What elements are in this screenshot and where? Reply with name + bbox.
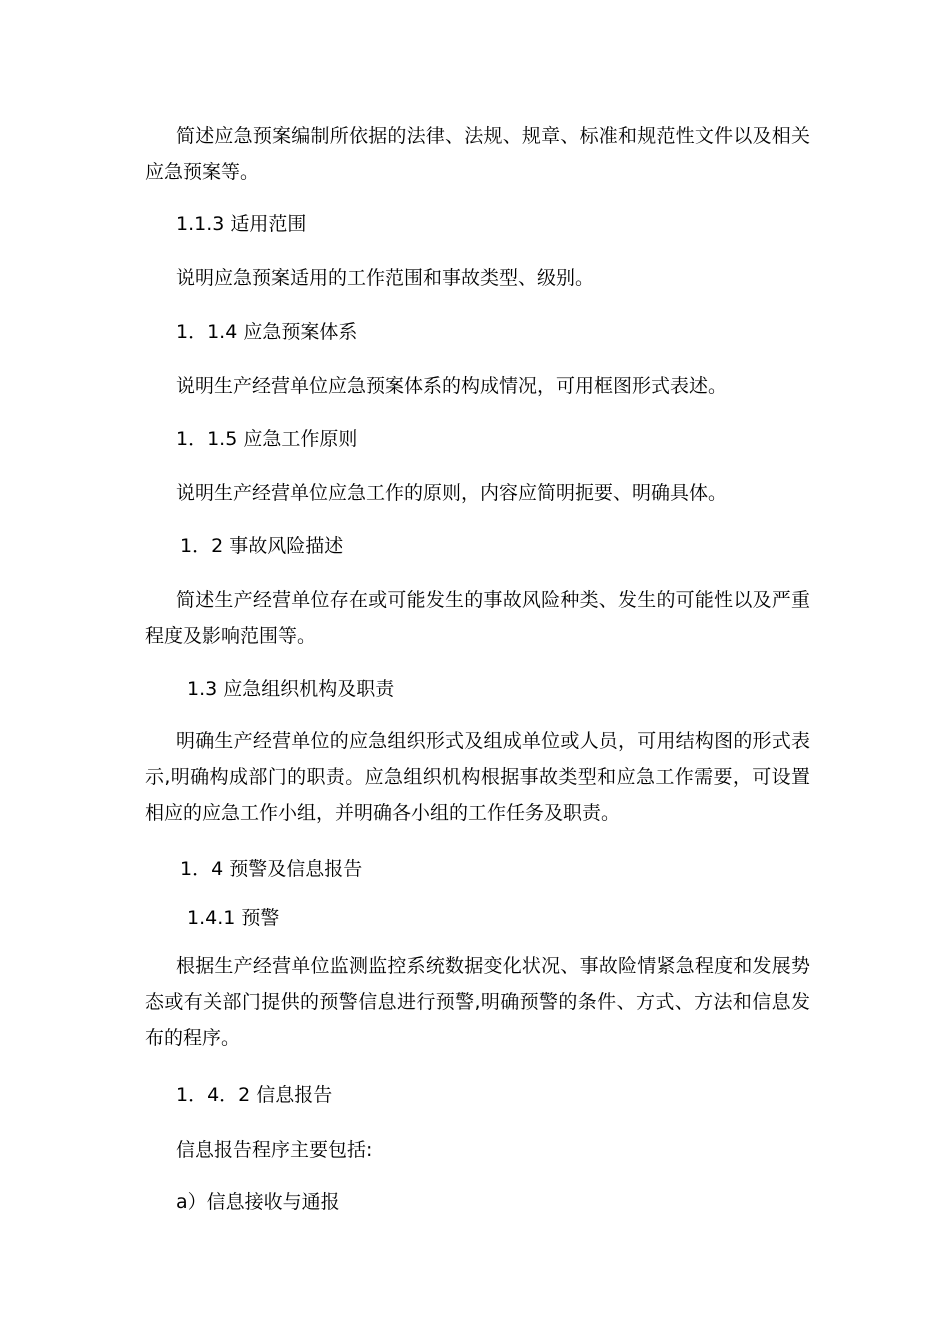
heading-1-4: 1．4 预警及信息报告 (180, 858, 363, 880)
heading-1-2: 1．2 事故风险描述 (180, 535, 344, 557)
heading-1-4-2: 1．4．2 信息报告 (176, 1084, 333, 1106)
paragraph-risk-description: 简述生产经营单位存在或可能发生的事故风险种类、发生的可能性以及严重程度及影响范围等。 (145, 589, 810, 647)
paragraph-principles: 说明生产经营单位应急工作的原则，内容应简明扼要、明确具体。 (176, 482, 728, 504)
paragraph-scope: 说明应急预案适用的工作范围和事故类型、级别。 (176, 267, 595, 289)
paragraph-report-procedure: 信息报告程序主要包括: (176, 1139, 373, 1161)
list-item-a: a）信息接收与通报 (176, 1191, 340, 1213)
paragraph-legal-basis: 简述应急预案编制所依据的法律、法规、规章、标准和规范性文件以及相关应急预案等。 (145, 125, 810, 183)
heading-1-1-5: 1．1.5 应急工作原则 (176, 428, 358, 450)
paragraph-plan-system: 说明生产经营单位应急预案体系的构成情况，可用框图形式表述。 (176, 375, 728, 397)
heading-1-4-1: 1.4.1 预警 (187, 907, 280, 929)
paragraph-organization: 明确生产经营单位的应急组织形式及组成单位或人员，可用结构图的形式表示,明确构成部门的职责。应急组织机构根据事故类型和应急工作需要，可设置相应的应急工作小组，并明确各小组的工作任务及职责。 (145, 730, 810, 824)
heading-1-3: 1.3 应急组织机构及职责 (187, 678, 395, 700)
paragraph-early-warning: 根据生产经营单位监测监控系统数据变化状况、事故险情紧急程度和发展势态或有关部门提供的预警信息进行预警,明确预警的条件、方式、方法和信息发布的程序。 (145, 955, 810, 1049)
heading-1-1-3: 1.1.3 适用范围 (176, 213, 307, 235)
heading-1-1-4: 1．1.4 应急预案体系 (176, 321, 358, 343)
